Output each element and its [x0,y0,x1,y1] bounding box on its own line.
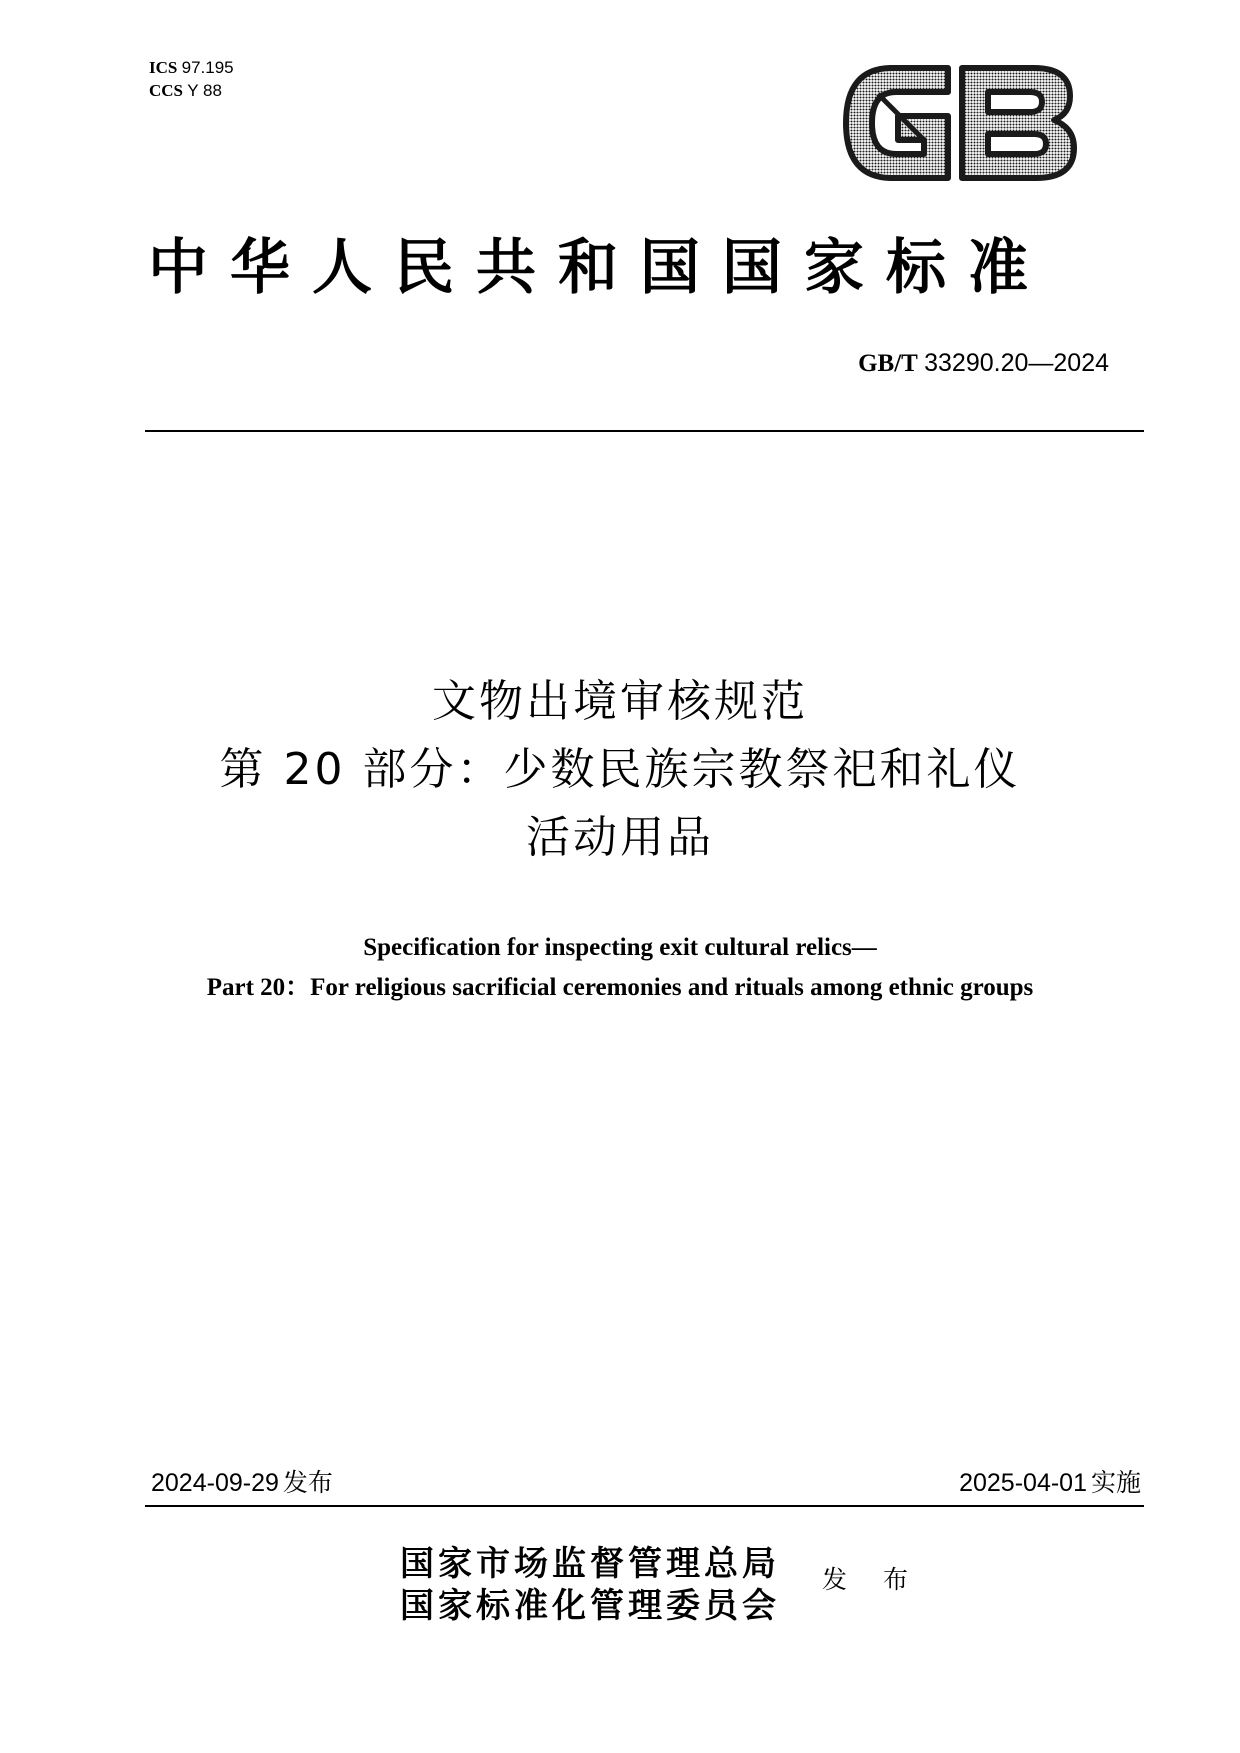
implementation-date-value: 2025-04-01 [959,1469,1087,1497]
issuer-samr: 国家市场监督管理总局 [400,1544,780,1584]
standard-number [858,348,1109,379]
issue-verb: 发 布 [822,1565,922,1594]
ccs-code-row [149,79,234,102]
implementation-date [959,1468,1141,1498]
english-title-line-1: Specification for inspecting exit cultural relics— [363,934,877,961]
english-title [120,928,1120,1008]
chinese-title-line-2: 第 20 部分：少数民族宗教祭祀和礼仪 [219,744,1021,795]
standard-number-value: 33290.20—2024 [924,349,1109,377]
issue-date-suffix: 发布 [282,1468,333,1497]
top-divider [145,430,1144,432]
implementation-date-suffix: 实施 [1090,1468,1141,1497]
chinese-title-line-1: 文物出境审核规范 [432,676,808,727]
issuer-sac: 国家标准化管理委员会 [400,1586,780,1626]
ics-value: 97.195 [181,58,234,77]
classification-codes [149,56,234,102]
chinese-title-line-3: 活动用品 [526,812,714,863]
issue-date [151,1468,333,1498]
ics-label: ICS [149,58,178,77]
gb-logo [838,60,1082,186]
bottom-divider [145,1505,1144,1507]
chinese-title [120,668,1120,872]
ccs-value: Y 88 [187,81,222,100]
english-title-line-2: Part 20：For religious sacrificial ceremonies and rituals among ethnic groups [206,974,1034,1001]
national-standard-heading: 中华人民共和国国家标准 [148,233,1050,303]
standard-number-prefix: GB/T [858,350,918,377]
ccs-label: CCS [149,81,184,100]
issue-date-value: 2024-09-29 [151,1469,279,1497]
issuing-authorities [400,1543,780,1627]
ics-code-row [149,56,234,79]
